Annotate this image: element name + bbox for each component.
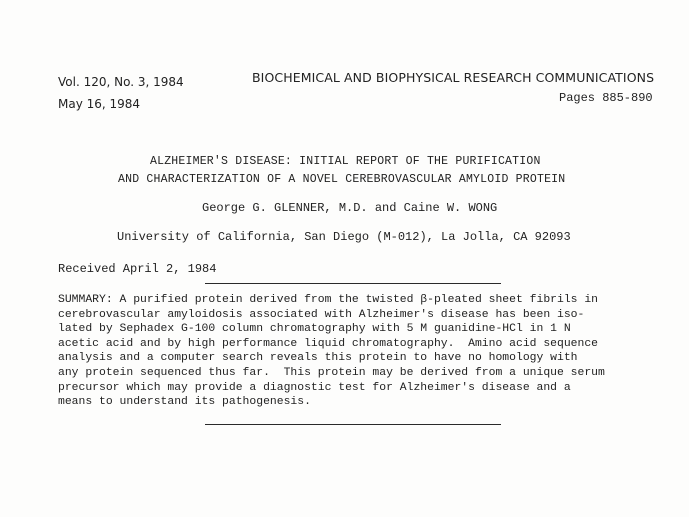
divider-bottom [205, 424, 501, 425]
article-title-line-2: AND CHARACTERIZATION OF A NOVEL CEREBROVASCULAR AMYLOID PROTEIN [118, 173, 566, 186]
page-range: Pages 885-890 [559, 91, 653, 105]
summary-line: analysis and a computer search reveals this protein to have no homology with [58, 352, 578, 365]
volume-issue: Vol. 120, No. 3, 1984 [58, 75, 184, 89]
summary-line: acetic acid and by high performance liquid chromatography. Amino acid sequence [58, 337, 599, 350]
received-date: Received April 2, 1984 [58, 262, 217, 276]
affiliation: University of California, San Diego (M-012), La Jolla, CA 92093 [117, 230, 571, 244]
authors: George G. GLENNER, M.D. and Caine W. WONG [202, 201, 498, 215]
summary-line: any protein sequenced thus far. This protein may be derived from a unique serum [58, 366, 605, 379]
summary-line: SUMMARY: A purified protein derived from the twisted β-pleated sheet fibrils in [58, 294, 599, 306]
summary-line: means to understand its pathogenesis. [58, 396, 311, 409]
summary-abstract [58, 293, 658, 410]
article-title-line-1: ALZHEIMER'S DISEASE: INITIAL REPORT OF THE PURIFICATION [150, 155, 541, 168]
summary-line: lated by Sephadex G-100 column chromatography with 5 M guanidine-HCl in 1 N [58, 323, 571, 336]
summary-line: cerebrovascular amyloidosis associated with Alzheimer's disease has been iso- [58, 308, 585, 321]
divider-top [205, 283, 501, 284]
journal-name: BIOCHEMICAL AND BIOPHYSICAL RESEARCH COMMUNICATIONS [252, 70, 655, 85]
issue-date: May 16, 1984 [58, 97, 141, 111]
summary-line: precursor which may provide a diagnostic test for Alzheimer's disease and a [58, 381, 571, 394]
